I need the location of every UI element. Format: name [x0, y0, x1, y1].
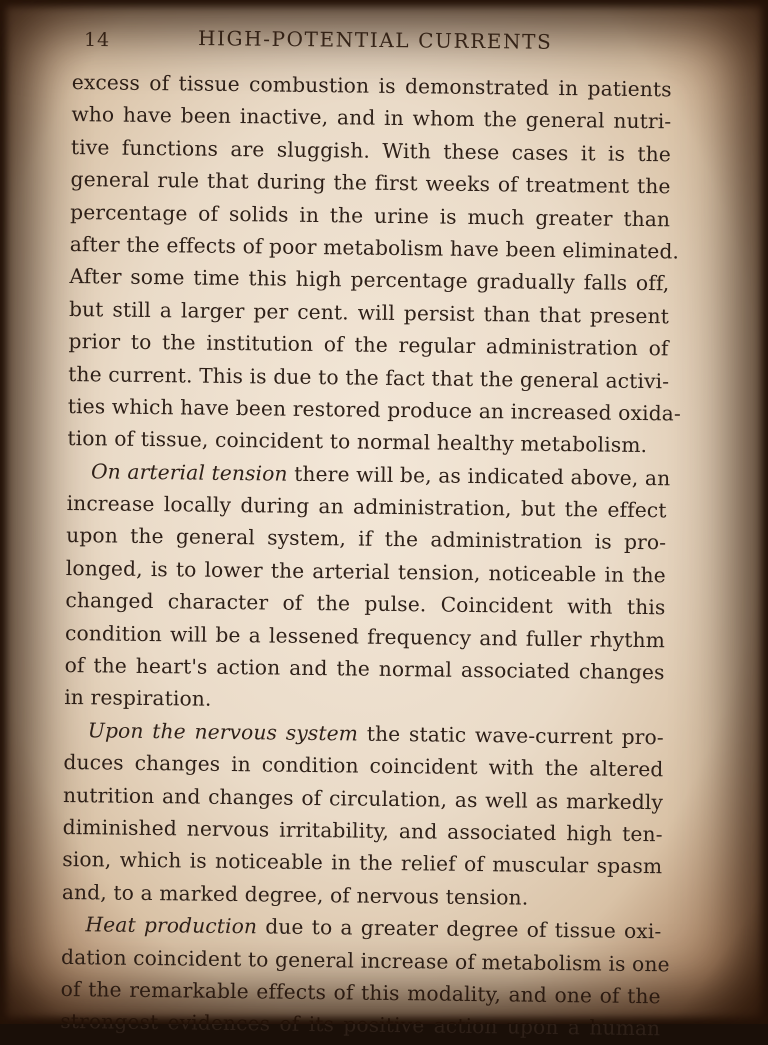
- text-line: percentage of solids in the urine is much greater than: [70, 199, 671, 231]
- line-remainder: due to a greater degree of tissue oxi-: [256, 914, 662, 944]
- text-line: general rule that during the first weeks of treatment the: [70, 167, 671, 199]
- text-line: the current. This is due to the fact that the general activi-: [68, 361, 670, 393]
- text-line: increase locally during an administration, but the effect: [66, 491, 667, 523]
- text-line: prior to the institution of the regular administration of: [68, 329, 669, 361]
- text-line: condition will be a lessened frequency and fuller rhythm: [64, 620, 666, 652]
- text-line: sion, which is noticeable in the relief of muscular spasm: [62, 847, 663, 879]
- text-line: excess of tissue combustion is demonstrated in patients: [71, 69, 672, 102]
- text-line: changed character of the pulse. Coincident with this: [65, 588, 666, 620]
- text-line: strongest evidences of its positive action upon a human: [60, 1009, 661, 1041]
- text-line: tion of tissue, coincident to normal healthy metabolism.: [67, 426, 648, 458]
- italic-lead: Heat production: [85, 912, 258, 939]
- body-text: [60, 66, 682, 1045]
- line-remainder: there will be, as indicated above, an: [287, 461, 671, 491]
- text-line: but still a larger per cent. will persist than that present: [68, 296, 670, 329]
- text-line: ties which have been restored produce an increased oxida-: [67, 393, 682, 426]
- page-number: 14: [83, 28, 111, 52]
- text-line: diminished nervous irritability, and associated high ten-: [62, 814, 663, 847]
- line-remainder: the static wave-current pro-: [357, 721, 664, 750]
- italic-lead: On arterial tension: [90, 458, 288, 486]
- text-line: who have been inactive, and in whom the general nutri-: [71, 102, 672, 134]
- text-line: in respiration.: [64, 685, 212, 712]
- text-line: longed, is to lower the arterial tension, noticeable in the: [65, 555, 666, 588]
- text-line: After some time this high percentage gradually falls off,: [69, 264, 670, 296]
- text-line: of the heart's action and the normal associated changes: [64, 652, 665, 685]
- text-line: upon the general system, if the administration is pro-: [66, 523, 667, 555]
- text-line: tive functions are sluggish. With these cases it is the: [70, 134, 672, 167]
- text-line: nutrition and changes of circulation, as well as markedly: [62, 782, 664, 814]
- text-line: dation coincident to general increase of metabolism is one: [60, 944, 670, 976]
- page-header: [84, 23, 684, 63]
- running-title: HIGH-POTENTIAL CURRENTS: [197, 26, 553, 54]
- text-line: duces changes in condition coincident with the altered: [63, 750, 664, 782]
- text-line: of the remarkable effects of this modality, and one of the: [60, 976, 661, 1009]
- italic-lead: Upon the nervous system: [87, 718, 359, 746]
- text-line: after the effects of poor metabolism have been eliminated.: [69, 231, 680, 264]
- text-line: and, to a marked degree, of nervous tension.: [61, 879, 529, 910]
